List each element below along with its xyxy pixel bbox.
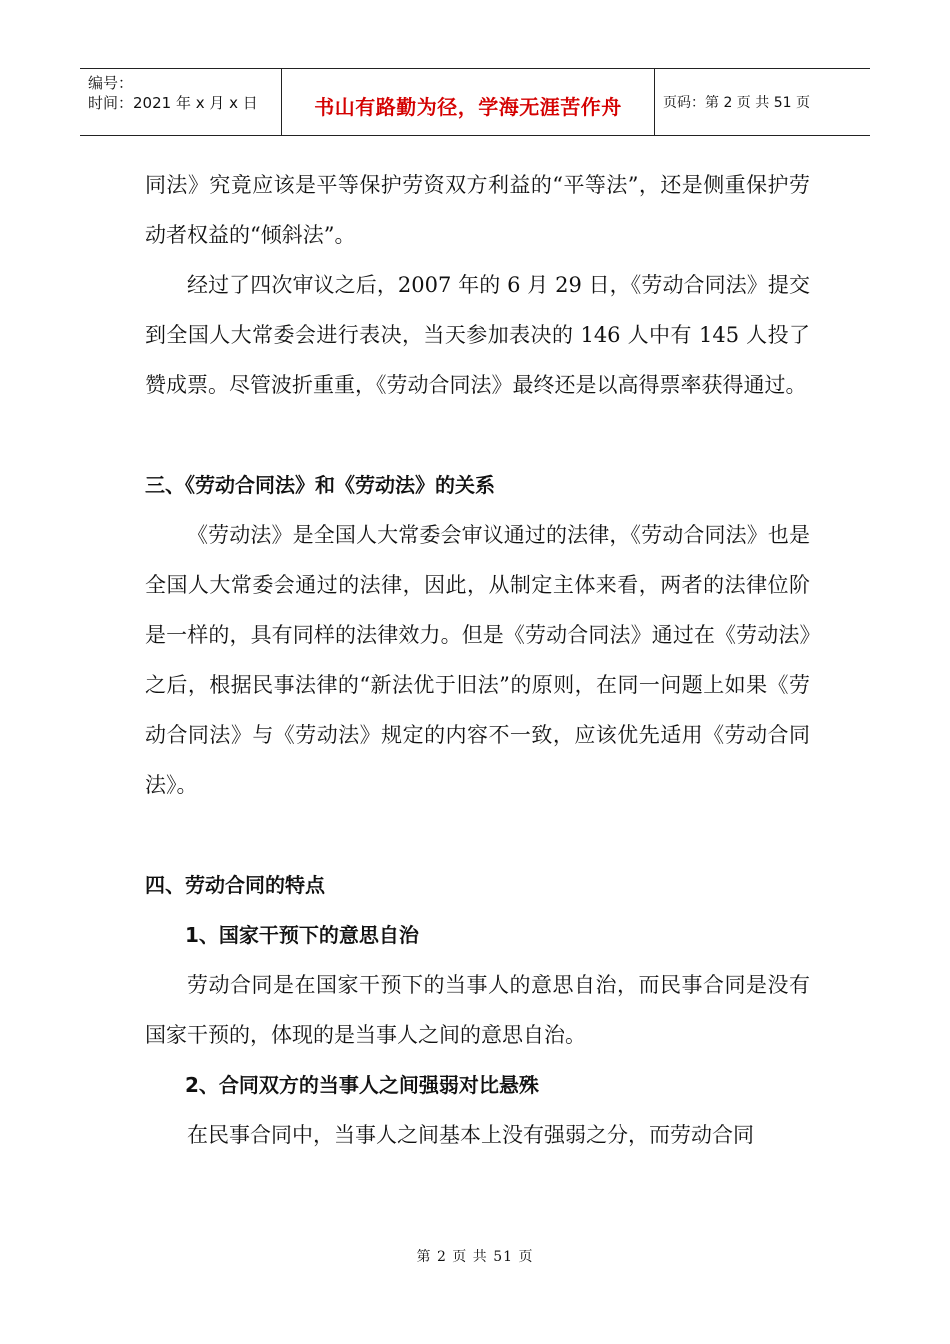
subheading-2: 2、合同双方的当事人之间强弱对比悬殊 xyxy=(185,1073,539,1097)
document-number-label: 编号： xyxy=(88,74,134,92)
page-footer: 第 2 页 共 51 页 xyxy=(416,1249,534,1265)
header-page-info: 页码：第 2 页 共 51 页 xyxy=(663,95,810,111)
document-header xyxy=(80,68,870,136)
section-heading-3: 三、《劳动合同法》和《劳动法》的关系 xyxy=(145,473,495,497)
header-page-cell xyxy=(655,69,870,135)
spacer xyxy=(145,810,810,860)
subheading-1: 1、国家干预下的意思自治 xyxy=(185,923,419,947)
paragraph-vote: 经过了四次审议之后，2007 年的 6 月 29 日，《劳动合同法》提交到全国人大常委会进行表决，当天参加表决的 146 人中有 145 人投了赞成票。尽管波折重重，《劳动合同法》最终还是以高得票率获得通过。 xyxy=(145,273,810,397)
document-body xyxy=(145,160,810,1160)
document-time-label: 时间：2021 年 x 月 x 日 xyxy=(88,94,258,112)
spacer xyxy=(145,410,810,460)
paragraph-continued: 同法》究竟应该是平等保护劳资双方利益的“平等法”，还是侧重保护劳动者权益的“倾斜法”。 xyxy=(145,173,810,247)
paragraph-strength: 在民事合同中，当事人之间基本上没有强弱之分，而劳动合同 xyxy=(187,1123,754,1147)
header-motto-cell xyxy=(282,69,655,135)
paragraph-relationship: 《劳动法》是全国人大常委会审议通过的法律，《劳动合同法》也是全国人大常委会通过的法律，因此，从制定主体来看，两者的法律位阶是一样的，具有同样的法律效力。但是《劳动合同法》通过在《劳动法》之后，根据民事法律的“新法优于旧法”的原则，在同一问题上如果《劳动合同法》与《劳动法》规定的内容不一致，应该优先适用《劳动合同法》。 xyxy=(145,523,810,797)
header-motto: 书山有路勤为径，学海无涯苦作舟 xyxy=(314,94,622,119)
header-meta-cell xyxy=(80,69,282,135)
paragraph-intervention: 劳动合同是在国家干预下的当事人的意思自治，而民事合同是没有国家干预的，体现的是当事人之间的意思自治。 xyxy=(145,973,810,1047)
section-heading-4: 四、劳动合同的特点 xyxy=(145,873,325,897)
